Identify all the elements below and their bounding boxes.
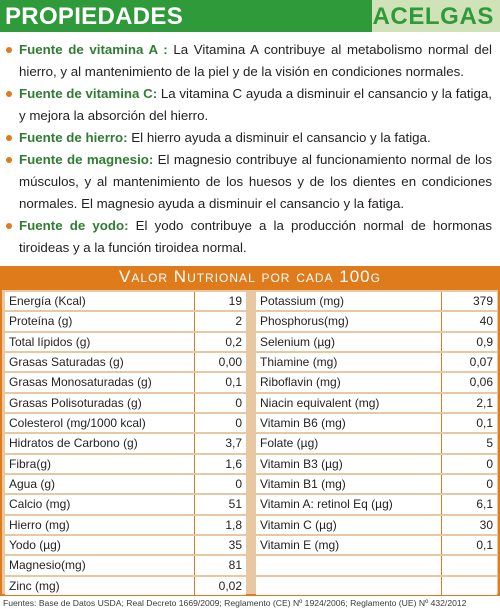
nutrient-label: Vitamin B6 (mg) xyxy=(256,414,442,432)
table-row xyxy=(256,434,497,452)
nutrient-label: Niacin equivalent (mg) xyxy=(256,394,442,412)
nutrient-label: Hidratos de Carbono (g) xyxy=(5,434,195,452)
nutrient-label: Grasas Monosaturadas (g) xyxy=(5,373,195,391)
table-row xyxy=(256,495,497,513)
nutrient-label: Phosphorus(mg) xyxy=(256,312,442,330)
nutrient-label: Colesterol (mg/1000 kcal) xyxy=(5,414,195,432)
nutrient-value: 0,1 xyxy=(225,375,242,390)
nutrient-value: 81 xyxy=(228,558,242,573)
property-item xyxy=(0,83,500,127)
nutrient-label: Magnesio(mg) xyxy=(5,556,195,574)
table-row xyxy=(256,394,497,412)
nutrient-value: 40 xyxy=(479,314,493,329)
table-row xyxy=(256,556,497,574)
table-row xyxy=(5,353,246,371)
nutrient-value: 2 xyxy=(235,314,242,329)
property-name: Fuente de magnesio: xyxy=(19,152,154,167)
nutrition-table xyxy=(0,288,500,596)
property-name: Fuente de yodo: xyxy=(19,218,129,233)
table-row xyxy=(256,577,497,595)
nutrient-label: Riboflavin (mg) xyxy=(256,373,442,391)
nutrient-value: 2,1 xyxy=(476,395,493,410)
table-row xyxy=(256,333,497,351)
nutrient-label: Grasas Polisoturadas (g) xyxy=(5,394,195,412)
table-row xyxy=(5,475,246,493)
table-row xyxy=(5,414,246,432)
nutrient-label: Thiamine (mg) xyxy=(256,353,442,371)
nutrient-value: 0,1 xyxy=(476,537,493,552)
nutrient-label: Selenium (µg) xyxy=(256,333,442,351)
table-row xyxy=(256,475,497,493)
table-row xyxy=(5,394,246,412)
property-item xyxy=(0,149,500,215)
bullet-icon xyxy=(6,47,12,53)
nutrition-column-right xyxy=(256,292,497,597)
nutrient-value: 6,1 xyxy=(476,497,493,512)
table-row xyxy=(5,536,246,554)
table-row xyxy=(5,556,246,574)
nutrient-label: Vitamin C (µg) xyxy=(256,516,442,534)
table-row xyxy=(5,333,246,351)
nutrient-label: Agua (g) xyxy=(5,475,195,493)
nutrient-label: Total lípidos (g) xyxy=(5,333,195,351)
nutrient-label: Vitamin B3 (µg) xyxy=(256,455,442,473)
nutrient-value: 35 xyxy=(228,537,242,552)
nutrient-value: 51 xyxy=(228,497,242,512)
nutrient-label: Vitamin E (mg) xyxy=(256,536,442,554)
table-row xyxy=(5,312,246,330)
table-row xyxy=(256,373,497,391)
nutrient-value: 0 xyxy=(486,476,493,491)
property-name: Fuente de vitamina A : xyxy=(19,42,168,57)
nutrient-label: Hierro (mg) xyxy=(5,516,195,534)
property-text: La vitamina C ayuda a disminuir el cansancio y la fatiga, y mejora la absorción del hierro. xyxy=(19,86,492,123)
table-row xyxy=(256,292,497,310)
table-row xyxy=(5,455,246,473)
bullet-icon xyxy=(6,91,12,97)
page-title: PROPIEDADES xyxy=(5,3,184,30)
nutrient-value: 19 xyxy=(228,294,242,308)
nutrient-label: Potassium (mg) xyxy=(256,292,442,310)
nutrient-label: Calcio (mg) xyxy=(5,495,195,513)
table-row xyxy=(256,536,497,554)
nutrient-label xyxy=(256,556,442,574)
nutrient-value: 0,9 xyxy=(476,334,493,349)
bullet-icon xyxy=(6,135,12,141)
nutrient-label: Yodo (µg) xyxy=(5,536,195,554)
property-item xyxy=(0,39,500,83)
nutrient-label: Vitamin B1 (mg) xyxy=(256,475,442,493)
header-banner xyxy=(0,0,500,32)
table-row xyxy=(5,577,246,595)
nutrient-value: 0,1 xyxy=(476,415,493,430)
nutrition-table-heading: Valor Nutrional por cada 100g xyxy=(0,266,500,288)
nutrition-column-left xyxy=(5,292,246,597)
product-name: ACELGAS xyxy=(372,3,494,30)
bullet-icon xyxy=(6,157,12,163)
nutrient-label: Zinc (mg) xyxy=(5,577,195,595)
table-row xyxy=(256,455,497,473)
table-row xyxy=(256,312,497,330)
nutrient-value: 1,6 xyxy=(225,456,242,471)
nutrient-value xyxy=(442,577,497,595)
table-row xyxy=(5,434,246,452)
nutrient-value: 379 xyxy=(472,294,493,308)
nutrient-value: 0,07 xyxy=(469,354,493,369)
property-item xyxy=(0,127,500,149)
property-name: Fuente de vitamina C: xyxy=(19,86,158,101)
nutrient-value: 30 xyxy=(479,517,493,532)
bullet-icon xyxy=(6,223,12,229)
nutrient-label xyxy=(256,577,442,595)
nutrient-value: 5 xyxy=(486,436,493,451)
nutrient-value: 0,06 xyxy=(469,375,493,390)
table-row xyxy=(5,292,246,310)
nutrient-value: 0 xyxy=(235,395,242,410)
sources-footer: Fuentes: Base de Datos USDA; Real Decreto 1669/2009; Reglamento (CE) Nº 1924/2006; Reglamento (UE) Nº 432/2012 xyxy=(3,598,467,608)
table-row xyxy=(5,495,246,513)
nutrient-label: Grasas Saturadas (g) xyxy=(5,353,195,371)
nutrient-value: 3,7 xyxy=(225,436,242,451)
nutrient-value: 0,02 xyxy=(218,578,242,593)
nutrient-value xyxy=(442,556,497,574)
nutrient-label: Vitamin A: retinol Eq (µg) xyxy=(256,495,442,513)
table-row xyxy=(5,516,246,534)
nutrient-value: 1,8 xyxy=(225,517,242,532)
property-text: La Vitamina A contribuye al metabolismo normal del hierro, y al mantenimiento de la piel y de la visión en condiciones normales. xyxy=(19,42,492,79)
nutrient-value: 0,2 xyxy=(225,334,242,349)
property-text: El yodo contribuye a la producción normal de hormonas tiroideas y a la función tiroidea normal. xyxy=(19,218,492,255)
table-row xyxy=(5,373,246,391)
nutrient-label: Fibra(g) xyxy=(5,455,195,473)
nutrient-value: 0 xyxy=(486,456,493,471)
property-text: El magnesio contribuye al funcionamiento normal de los músculos, y al mantenimiento de los huesos y de los dientes en condiciones normales. El magnesio ayuda a disminuir el cansancio y la fatiga. xyxy=(19,152,492,211)
table-row xyxy=(256,516,497,534)
property-text: El hierro ayuda a disminuir el cansancio y la fatiga. xyxy=(127,130,431,145)
nutrient-label: Folate (µg) xyxy=(256,434,442,452)
table-row xyxy=(256,414,497,432)
nutrient-value: 0 xyxy=(235,415,242,430)
nutrient-value: 0,00 xyxy=(218,354,242,369)
table-row xyxy=(256,353,497,371)
nutrient-label: Energía (Kcal) xyxy=(5,292,195,310)
properties-list xyxy=(0,39,500,259)
property-name: Fuente de hierro: xyxy=(19,130,128,145)
nutrient-label: Proteína (g) xyxy=(5,312,195,330)
nutrient-value: 0 xyxy=(235,476,242,491)
property-item xyxy=(0,215,500,259)
